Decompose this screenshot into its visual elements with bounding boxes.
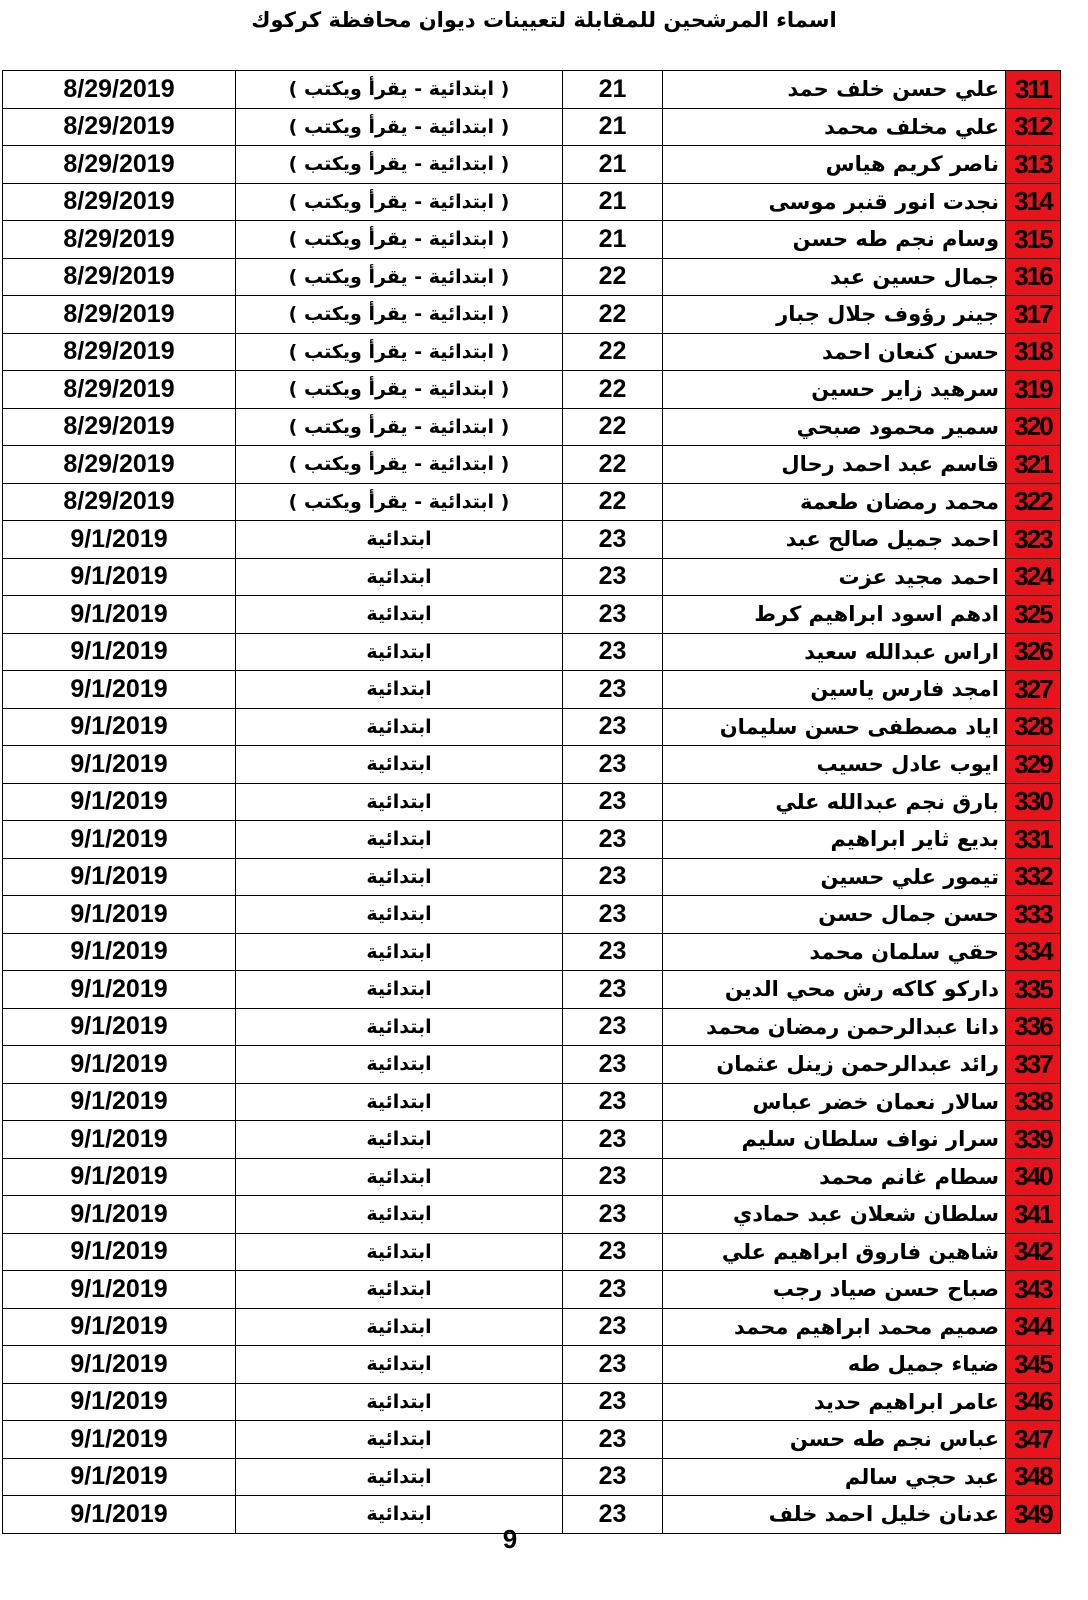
date-cell: 8/29/2019 bbox=[3, 483, 236, 521]
level-cell: ( ابتدائية - يقرأ ويكتب ) bbox=[236, 408, 563, 446]
code-cell: 22 bbox=[563, 333, 663, 371]
level-cell: ابتدائية bbox=[236, 971, 563, 1009]
name-cell: ادهم اسود ابراهيم كرط bbox=[663, 596, 1006, 634]
table-row bbox=[3, 1458, 1061, 1496]
date-cell: 9/1/2019 bbox=[3, 1458, 236, 1496]
date-cell: 9/1/2019 bbox=[3, 1158, 236, 1196]
table-row bbox=[3, 746, 1061, 784]
table-row bbox=[3, 783, 1061, 821]
level-cell: ابتدائية bbox=[236, 1233, 563, 1271]
name-cell: بديع ثاير ابراهيم bbox=[663, 821, 1006, 859]
date-cell: 8/29/2019 bbox=[3, 296, 236, 334]
name-cell: جينر رؤوف جلال جبار bbox=[663, 296, 1006, 334]
table-row bbox=[3, 708, 1061, 746]
table-row bbox=[3, 1158, 1061, 1196]
name-cell: عامر ابراهيم حديد bbox=[663, 1383, 1006, 1421]
number-cell: 331 bbox=[1006, 821, 1061, 859]
code-cell: 23 bbox=[563, 933, 663, 971]
name-cell: حسن كنعان احمد bbox=[663, 333, 1006, 371]
name-cell: سطام غانم محمد bbox=[663, 1158, 1006, 1196]
level-cell: ( ابتدائية - يقرأ ويكتب ) bbox=[236, 483, 563, 521]
number-cell: 340 bbox=[1006, 1158, 1061, 1196]
date-cell: 9/1/2019 bbox=[3, 558, 236, 596]
page-title: اسماء المرشحين للمقابلة لتعيينات ديوان محافظة كركوك bbox=[251, 8, 837, 32]
level-cell: ابتدائية bbox=[236, 671, 563, 709]
name-cell: سلطان شعلان عبد حمادي bbox=[663, 1196, 1006, 1234]
code-cell: 22 bbox=[563, 483, 663, 521]
level-cell: ابتدائية bbox=[236, 1308, 563, 1346]
number-cell: 333 bbox=[1006, 896, 1061, 934]
level-cell: ( ابتدائية - يقرأ ويكتب ) bbox=[236, 446, 563, 484]
level-cell: ابتدائية bbox=[236, 1121, 563, 1159]
name-cell: نجدت انور قنبر موسى bbox=[663, 183, 1006, 221]
code-cell: 22 bbox=[563, 371, 663, 409]
date-cell: 9/1/2019 bbox=[3, 858, 236, 896]
level-cell: ابتدائية bbox=[236, 1046, 563, 1084]
number-cell: 336 bbox=[1006, 1008, 1061, 1046]
number-cell: 324 bbox=[1006, 558, 1061, 596]
date-cell: 9/1/2019 bbox=[3, 746, 236, 784]
name-cell: ناصر كريم هياس bbox=[663, 146, 1006, 184]
name-cell: رائد عبدالرحمن زينل عثمان bbox=[663, 1046, 1006, 1084]
table-row bbox=[3, 896, 1061, 934]
table-row bbox=[3, 408, 1061, 446]
code-cell: 23 bbox=[563, 858, 663, 896]
date-cell: 9/1/2019 bbox=[3, 1308, 236, 1346]
level-cell: ابتدائية bbox=[236, 746, 563, 784]
date-cell: 9/1/2019 bbox=[3, 1046, 236, 1084]
date-cell: 8/29/2019 bbox=[3, 333, 236, 371]
number-cell: 332 bbox=[1006, 858, 1061, 896]
level-cell: ابتدائية bbox=[236, 1458, 563, 1496]
date-cell: 9/1/2019 bbox=[3, 596, 236, 634]
table-row bbox=[3, 596, 1061, 634]
name-cell: جمال حسين عبد bbox=[663, 258, 1006, 296]
date-cell: 9/1/2019 bbox=[3, 1346, 236, 1384]
date-cell: 9/1/2019 bbox=[3, 1271, 236, 1309]
date-cell: 8/29/2019 bbox=[3, 221, 236, 259]
table-row bbox=[3, 521, 1061, 559]
level-cell: ابتدائية bbox=[236, 1383, 563, 1421]
table-row bbox=[3, 258, 1061, 296]
name-cell: وسام نجم طه حسن bbox=[663, 221, 1006, 259]
level-cell: ابتدائية bbox=[236, 896, 563, 934]
level-cell: ( ابتدائية - يقرأ ويكتب ) bbox=[236, 183, 563, 221]
number-cell: 344 bbox=[1006, 1308, 1061, 1346]
level-cell: ( ابتدائية - يقرأ ويكتب ) bbox=[236, 258, 563, 296]
date-cell: 8/29/2019 bbox=[3, 371, 236, 409]
date-cell: 9/1/2019 bbox=[3, 1083, 236, 1121]
number-cell: 343 bbox=[1006, 1271, 1061, 1309]
name-cell: ضياء جميل طه bbox=[663, 1346, 1006, 1384]
level-cell: ابتدائية bbox=[236, 596, 563, 634]
level-cell: ( ابتدائية - يقرأ ويكتب ) bbox=[236, 371, 563, 409]
level-cell: ابتدائية bbox=[236, 1196, 563, 1234]
table-row bbox=[3, 1233, 1061, 1271]
table-row bbox=[3, 296, 1061, 334]
date-cell: 9/1/2019 bbox=[3, 1196, 236, 1234]
code-cell: 23 bbox=[563, 1121, 663, 1159]
name-cell: تيمور علي حسين bbox=[663, 858, 1006, 896]
level-cell: ( ابتدائية - يقرأ ويكتب ) bbox=[236, 108, 563, 146]
name-cell: احمد مجيد عزت bbox=[663, 558, 1006, 596]
number-cell: 321 bbox=[1006, 446, 1061, 484]
level-cell: ابتدائية bbox=[236, 1496, 563, 1534]
level-cell: ابتدائية bbox=[236, 933, 563, 971]
level-cell: ابتدائية bbox=[236, 1271, 563, 1309]
code-cell: 23 bbox=[563, 1271, 663, 1309]
number-cell: 318 bbox=[1006, 333, 1061, 371]
number-cell: 348 bbox=[1006, 1458, 1061, 1496]
name-cell: حقي سلمان محمد bbox=[663, 933, 1006, 971]
table-row bbox=[3, 1121, 1061, 1159]
code-cell: 22 bbox=[563, 446, 663, 484]
name-cell: صباح حسن صياد رجب bbox=[663, 1271, 1006, 1309]
name-cell: علي حسن خلف حمد bbox=[663, 71, 1006, 109]
number-cell: 317 bbox=[1006, 296, 1061, 334]
code-cell: 21 bbox=[563, 108, 663, 146]
name-cell: سمير محمود صبحي bbox=[663, 408, 1006, 446]
number-cell: 322 bbox=[1006, 483, 1061, 521]
date-cell: 9/1/2019 bbox=[3, 1008, 236, 1046]
date-cell: 9/1/2019 bbox=[3, 671, 236, 709]
code-cell: 21 bbox=[563, 71, 663, 109]
name-cell: قاسم عبد احمد رحال bbox=[663, 446, 1006, 484]
name-cell: داركو كاكه رش محي الدين bbox=[663, 971, 1006, 1009]
table-row bbox=[3, 633, 1061, 671]
table-row bbox=[3, 1046, 1061, 1084]
name-cell: اياد مصطفى حسن سليمان bbox=[663, 708, 1006, 746]
date-cell: 8/29/2019 bbox=[3, 108, 236, 146]
number-cell: 320 bbox=[1006, 408, 1061, 446]
level-cell: ابتدائية bbox=[236, 1346, 563, 1384]
number-cell: 312 bbox=[1006, 108, 1061, 146]
name-cell: شاهين فاروق ابراهيم علي bbox=[663, 1233, 1006, 1271]
level-cell: ابتدائية bbox=[236, 1008, 563, 1046]
code-cell: 23 bbox=[563, 596, 663, 634]
table-row bbox=[3, 558, 1061, 596]
code-cell: 22 bbox=[563, 296, 663, 334]
date-cell: 9/1/2019 bbox=[3, 971, 236, 1009]
code-cell: 23 bbox=[563, 1158, 663, 1196]
date-cell: 8/29/2019 bbox=[3, 146, 236, 184]
number-cell: 315 bbox=[1006, 221, 1061, 259]
number-cell: 339 bbox=[1006, 1121, 1061, 1159]
date-cell: 8/29/2019 bbox=[3, 446, 236, 484]
code-cell: 23 bbox=[563, 708, 663, 746]
table-row bbox=[3, 483, 1061, 521]
date-cell: 9/1/2019 bbox=[3, 708, 236, 746]
number-cell: 313 bbox=[1006, 146, 1061, 184]
name-cell: سرار نواف سلطان سليم bbox=[663, 1121, 1006, 1159]
date-cell: 9/1/2019 bbox=[3, 896, 236, 934]
name-cell: دانا عبدالرحمن رمضان محمد bbox=[663, 1008, 1006, 1046]
level-cell: ابتدائية bbox=[236, 1158, 563, 1196]
level-cell: ( ابتدائية - يقرأ ويكتب ) bbox=[236, 146, 563, 184]
number-cell: 335 bbox=[1006, 971, 1061, 1009]
level-cell: ابتدائية bbox=[236, 521, 563, 559]
code-cell: 23 bbox=[563, 1046, 663, 1084]
number-cell: 347 bbox=[1006, 1421, 1061, 1459]
number-cell: 338 bbox=[1006, 1083, 1061, 1121]
level-cell: ( ابتدائية - يقرأ ويكتب ) bbox=[236, 296, 563, 334]
code-cell: 23 bbox=[563, 896, 663, 934]
code-cell: 23 bbox=[563, 1346, 663, 1384]
table-row bbox=[3, 1346, 1061, 1384]
candidates-table bbox=[2, 70, 1061, 1534]
code-cell: 22 bbox=[563, 258, 663, 296]
date-cell: 9/1/2019 bbox=[3, 1421, 236, 1459]
code-cell: 23 bbox=[563, 1496, 663, 1534]
code-cell: 23 bbox=[563, 821, 663, 859]
number-cell: 323 bbox=[1006, 521, 1061, 559]
number-cell: 319 bbox=[1006, 371, 1061, 409]
code-cell: 23 bbox=[563, 971, 663, 1009]
name-cell: سرهيد زاير حسين bbox=[663, 371, 1006, 409]
table-row bbox=[3, 1421, 1061, 1459]
table-row bbox=[3, 858, 1061, 896]
number-cell: 328 bbox=[1006, 708, 1061, 746]
code-cell: 23 bbox=[563, 1196, 663, 1234]
date-cell: 9/1/2019 bbox=[3, 933, 236, 971]
number-cell: 346 bbox=[1006, 1383, 1061, 1421]
name-cell: اراس عبدالله سعيد bbox=[663, 633, 1006, 671]
name-cell: بارق نجم عبدالله علي bbox=[663, 783, 1006, 821]
table-row bbox=[3, 1008, 1061, 1046]
number-cell: 349 bbox=[1006, 1496, 1061, 1534]
name-cell: احمد جميل صالح عبد bbox=[663, 521, 1006, 559]
table-row bbox=[3, 1308, 1061, 1346]
code-cell: 23 bbox=[563, 746, 663, 784]
level-cell: ابتدائية bbox=[236, 821, 563, 859]
level-cell: ابتدائية bbox=[236, 1421, 563, 1459]
candidates-table-body bbox=[3, 71, 1061, 1534]
table-row bbox=[3, 71, 1061, 109]
code-cell: 23 bbox=[563, 1308, 663, 1346]
number-cell: 329 bbox=[1006, 746, 1061, 784]
code-cell: 23 bbox=[563, 558, 663, 596]
date-cell: 8/29/2019 bbox=[3, 71, 236, 109]
table-row bbox=[3, 1271, 1061, 1309]
table-row bbox=[3, 333, 1061, 371]
number-cell: 345 bbox=[1006, 1346, 1061, 1384]
level-cell: ابتدائية bbox=[236, 858, 563, 896]
date-cell: 9/1/2019 bbox=[3, 1383, 236, 1421]
name-cell: سالار نعمان خضر عباس bbox=[663, 1083, 1006, 1121]
table-row bbox=[3, 933, 1061, 971]
level-cell: ابتدائية bbox=[236, 633, 563, 671]
code-cell: 23 bbox=[563, 633, 663, 671]
number-cell: 337 bbox=[1006, 1046, 1061, 1084]
number-cell: 327 bbox=[1006, 671, 1061, 709]
level-cell: ( ابتدائية - يقرأ ويكتب ) bbox=[236, 333, 563, 371]
code-cell: 23 bbox=[563, 783, 663, 821]
table-row bbox=[3, 146, 1061, 184]
level-cell: ( ابتدائية - يقرأ ويكتب ) bbox=[236, 71, 563, 109]
level-cell: ( ابتدائية - يقرأ ويكتب ) bbox=[236, 221, 563, 259]
number-cell: 341 bbox=[1006, 1196, 1061, 1234]
name-cell: علي مخلف محمد bbox=[663, 108, 1006, 146]
code-cell: 23 bbox=[563, 1383, 663, 1421]
name-cell: حسن جمال حسن bbox=[663, 896, 1006, 934]
name-cell: عبد حجي سالم bbox=[663, 1458, 1006, 1496]
number-cell: 311 bbox=[1006, 71, 1061, 109]
level-cell: ابتدائية bbox=[236, 708, 563, 746]
date-cell: 8/29/2019 bbox=[3, 183, 236, 221]
table-row bbox=[3, 108, 1061, 146]
code-cell: 23 bbox=[563, 1458, 663, 1496]
name-cell: ايوب عادل حسيب bbox=[663, 746, 1006, 784]
name-cell: صميم محمد ابراهيم محمد bbox=[663, 1308, 1006, 1346]
code-cell: 21 bbox=[563, 146, 663, 184]
date-cell: 9/1/2019 bbox=[3, 783, 236, 821]
table-row bbox=[3, 1196, 1061, 1234]
date-cell: 9/1/2019 bbox=[3, 633, 236, 671]
number-cell: 334 bbox=[1006, 933, 1061, 971]
name-cell: محمد رمضان طعمة bbox=[663, 483, 1006, 521]
name-cell: امجد فارس ياسين bbox=[663, 671, 1006, 709]
date-cell: 9/1/2019 bbox=[3, 821, 236, 859]
name-cell: عباس نجم طه حسن bbox=[663, 1421, 1006, 1459]
number-cell: 316 bbox=[1006, 258, 1061, 296]
level-cell: ابتدائية bbox=[236, 558, 563, 596]
level-cell: ابتدائية bbox=[236, 783, 563, 821]
number-cell: 314 bbox=[1006, 183, 1061, 221]
table-row bbox=[3, 183, 1061, 221]
table-row bbox=[3, 371, 1061, 409]
table-row bbox=[3, 446, 1061, 484]
code-cell: 21 bbox=[563, 183, 663, 221]
number-cell: 325 bbox=[1006, 596, 1061, 634]
table-row bbox=[3, 1083, 1061, 1121]
date-cell: 8/29/2019 bbox=[3, 258, 236, 296]
code-cell: 23 bbox=[563, 1233, 663, 1271]
code-cell: 23 bbox=[563, 1421, 663, 1459]
table-row bbox=[3, 821, 1061, 859]
code-cell: 23 bbox=[563, 521, 663, 559]
code-cell: 22 bbox=[563, 408, 663, 446]
page-number: 9 bbox=[502, 1524, 518, 1554]
date-cell: 8/29/2019 bbox=[3, 408, 236, 446]
table-row bbox=[3, 221, 1061, 259]
date-cell: 9/1/2019 bbox=[3, 1233, 236, 1271]
date-cell: 9/1/2019 bbox=[3, 521, 236, 559]
table-row bbox=[3, 1383, 1061, 1421]
date-cell: 9/1/2019 bbox=[3, 1121, 236, 1159]
date-cell: 9/1/2019 bbox=[3, 1496, 236, 1534]
code-cell: 21 bbox=[563, 221, 663, 259]
number-cell: 342 bbox=[1006, 1233, 1061, 1271]
table-row bbox=[3, 971, 1061, 1009]
number-cell: 326 bbox=[1006, 633, 1061, 671]
code-cell: 23 bbox=[563, 671, 663, 709]
level-cell: ابتدائية bbox=[236, 1083, 563, 1121]
number-cell: 330 bbox=[1006, 783, 1061, 821]
table-row bbox=[3, 671, 1061, 709]
code-cell: 23 bbox=[563, 1083, 663, 1121]
code-cell: 23 bbox=[563, 1008, 663, 1046]
name-cell: عدنان خليل احمد خلف bbox=[663, 1496, 1006, 1534]
